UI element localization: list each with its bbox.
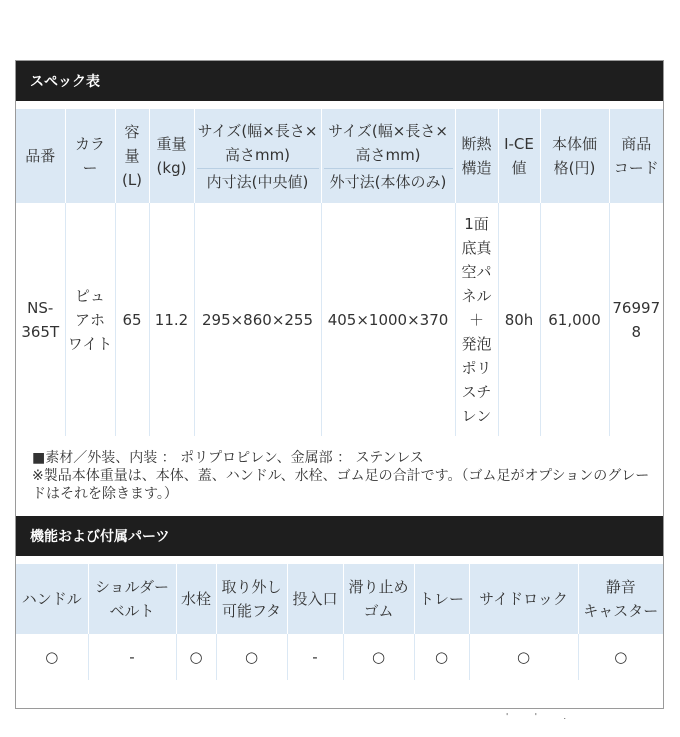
spec-section-title: スペック表 xyxy=(16,61,663,101)
cell-capacity: 65 xyxy=(115,203,149,436)
cell-code: NS- 365T xyxy=(16,203,65,436)
parts-header-inlet: 投入口 xyxy=(287,564,343,634)
parts-header-caster: 静音 キャスター xyxy=(578,564,663,634)
parts-value-caster: ○ xyxy=(578,634,663,680)
cell-product-code: 76997 8 xyxy=(609,203,663,436)
parts-value-nonslip: ○ xyxy=(343,634,414,680)
note-line-2: ※製品本体重量は、本体、蓋、ハンドル、水栓、ゴム足の合計です。（ゴム足がオプションのグレードはそれを除きます。） xyxy=(32,468,650,502)
parts-section-title: 機能および付属パーツ xyxy=(16,516,663,556)
cell-inner-size: 295×860×255 xyxy=(194,203,321,436)
parts-header-faucet: 水栓 xyxy=(176,564,216,634)
parts-header-nonslip: 滑り止め ゴム xyxy=(343,564,414,634)
cell-price: 61,000 xyxy=(540,203,609,436)
parts-table xyxy=(16,564,663,680)
parts-value-removable-lid: ○ xyxy=(216,634,287,680)
header-ice: I-CE 値 xyxy=(498,109,540,203)
header-product-code: 商品 コード xyxy=(609,109,663,203)
parts-header-handle: ハンドル xyxy=(16,564,88,634)
parts-header-side-lock: サイドロック xyxy=(469,564,578,634)
parts-value-shoulder-belt: - xyxy=(88,634,176,680)
parts-header-tray: トレー xyxy=(414,564,469,634)
spec-note-row xyxy=(16,436,663,516)
cell-ice: 80h xyxy=(498,203,540,436)
header-outer-size: サイズ(幅×長さ× 高さmm) 外寸法(本体のみ) xyxy=(321,109,455,203)
parts-header-removable-lid: 取り外し 可能フタ xyxy=(216,564,287,634)
note-line-1: ■素材／外装、内装 ： ポリプロピレン、金属部 ： ステンレス xyxy=(32,450,424,466)
header-price: 本体価 格(円) xyxy=(540,109,609,203)
cell-outer-size: 405×1000×370 xyxy=(321,203,455,436)
header-inner-size: サイズ(幅×長さ× 高さmm) 内寸法(中央値) xyxy=(194,109,321,203)
spec-table xyxy=(16,109,663,516)
spec-data-row xyxy=(16,203,663,436)
spec-frame xyxy=(15,60,664,709)
cell-weight: 11.2 xyxy=(149,203,194,436)
parts-header-row xyxy=(16,564,663,634)
spec-header-row xyxy=(16,109,663,203)
header-weight: 重量 (kg) xyxy=(149,109,194,203)
parts-value-inlet: - xyxy=(287,634,343,680)
parts-value-side-lock: ○ xyxy=(469,634,578,680)
header-color: カラ ー xyxy=(65,109,115,203)
parts-header-shoulder-belt: ショルダー ベルト xyxy=(88,564,176,634)
header-code: 品番 xyxy=(16,109,65,203)
cell-insulation: 1面 底真 空パ ネル ＋ 発泡 ポリ スチ レン xyxy=(455,203,498,436)
stray-marks: ' ' . xyxy=(506,712,579,721)
spec-note xyxy=(16,436,663,516)
parts-value-faucet: ○ xyxy=(176,634,216,680)
parts-value-row xyxy=(16,634,663,680)
cell-color: ピュ アホ ワイト xyxy=(65,203,115,436)
header-insulation: 断熱 構造 xyxy=(455,109,498,203)
parts-value-handle: ○ xyxy=(16,634,88,680)
header-capacity: 容 量 (L) xyxy=(115,109,149,203)
parts-value-tray: ○ xyxy=(414,634,469,680)
